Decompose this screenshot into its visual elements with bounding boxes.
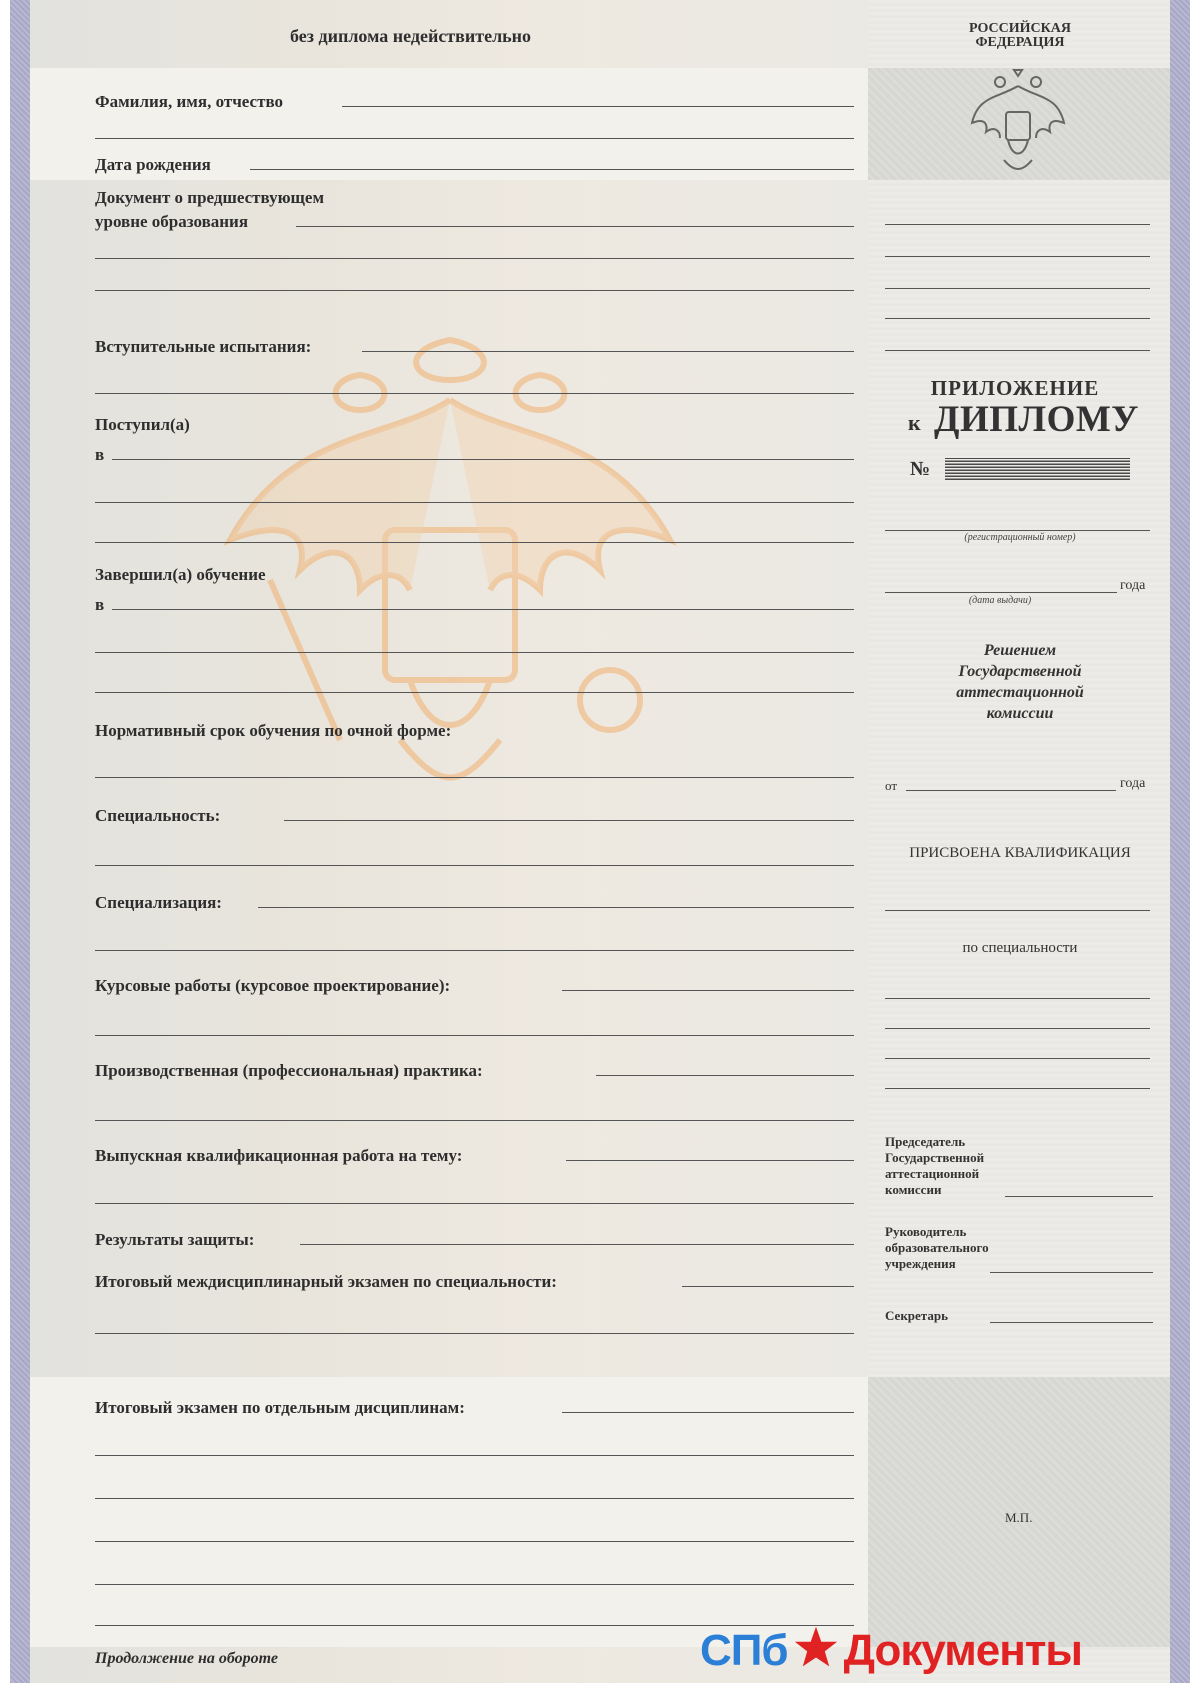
right-line-4 (885, 318, 1150, 319)
brand-part-2: Документы (843, 1626, 1082, 1675)
watermark-eagle-icon (210, 320, 690, 820)
country-line-2: ФЕДЕРАЦИЯ (975, 35, 1065, 50)
issue-date-line (885, 592, 1117, 593)
brand-logo (700, 1625, 1082, 1676)
diploma-number (945, 458, 1130, 480)
thesis-line (566, 1160, 854, 1161)
graduated-label: Завершил(а) обучение (95, 565, 266, 584)
prev-doc-line-2 (95, 258, 854, 259)
head-signature-line (990, 1272, 1153, 1273)
decision-line-3: аттестационной (956, 684, 1084, 701)
graduated-in-label: в (95, 595, 105, 614)
head-block (885, 1224, 989, 1272)
head-line-2: образовательного (885, 1240, 989, 1255)
course-works-line (562, 990, 854, 991)
birth-date-label: Дата рождения (95, 155, 211, 174)
specialty-right-line-4 (885, 1088, 1150, 1089)
appendix-title-k: к (908, 410, 921, 435)
appendix-title-1: ПРИЛОЖЕНИЕ (930, 376, 1100, 400)
chair-line-3: аттестационной (885, 1166, 980, 1181)
prev-doc-label-1: Документ о предшествующем (95, 188, 325, 207)
enrolled-line-3 (95, 542, 854, 543)
right-line-5 (885, 350, 1150, 351)
separate-exams-line-5 (95, 1584, 854, 1585)
prev-doc-line (296, 226, 854, 227)
decision-line-4: комиссии (986, 705, 1054, 722)
left-border (10, 0, 30, 1683)
entrance-exams-line (362, 351, 854, 352)
stamp-place-label: М.П. (1005, 1510, 1033, 1525)
by-specialty-title: по специальности (962, 940, 1078, 956)
chair-line-1: Председатель (885, 1134, 966, 1149)
decision-block (905, 640, 1135, 724)
thesis-line-2 (95, 1203, 854, 1204)
defense-results-label: Результаты защиты: (95, 1230, 255, 1249)
specialty-label: Специальность: (95, 806, 221, 825)
normative-term-line (95, 777, 854, 778)
appendix-title-2: ДИПЛОМУ (934, 399, 1139, 440)
graduated-line-2 (95, 652, 854, 653)
secretary-label: Секретарь (885, 1308, 948, 1323)
separate-exams-line-2 (95, 1455, 854, 1456)
birth-date-line (250, 169, 854, 170)
enrolled-label: Поступил(а) (95, 415, 190, 434)
decision-line-2: Государственной (958, 663, 1082, 680)
final-exam-label: Итоговый междисциплинарный экзамен по специальности: (95, 1272, 557, 1291)
full-name-line (342, 106, 854, 107)
right-line-3 (885, 288, 1150, 289)
secretary-signature-line (990, 1322, 1153, 1323)
from-word: от (885, 778, 898, 793)
star-icon (790, 1625, 842, 1669)
right-border (1170, 0, 1190, 1683)
country-line-1: РОССИЙСКАЯ (968, 21, 1071, 36)
issue-date-caption: (дата выдачи) (968, 595, 1032, 606)
separate-exams-label: Итоговый экзамен по отдельным дисциплинам: (95, 1398, 465, 1417)
separate-exams-line-4 (95, 1541, 854, 1542)
enrolled-line (112, 459, 854, 460)
specialty-right-line-2 (885, 1028, 1150, 1029)
entrance-exams-label: Вступительные испытания: (95, 337, 312, 356)
brand-part-1: СПб (700, 1626, 788, 1675)
specialty-right-line-1 (885, 998, 1150, 999)
decision-date-line (906, 790, 1116, 791)
full-name-line-2 (95, 138, 854, 139)
final-exam-line-2 (95, 1333, 854, 1334)
defense-results-line (300, 1244, 854, 1245)
course-works-label: Курсовые работы (курсовое проектирование): (95, 976, 451, 995)
qualification-line (885, 910, 1150, 911)
year-word-2: года (1120, 776, 1146, 791)
practice-line-2 (95, 1120, 854, 1121)
head-line-1: Руководитель (885, 1224, 967, 1239)
specialty-line (284, 820, 854, 821)
normative-term-label: Нормативный срок обучения по очной форме: (95, 721, 452, 740)
qualification-title: ПРИСВОЕНА КВАЛИФИКАЦИЯ (909, 845, 1131, 861)
country-title (940, 22, 1100, 50)
right-line-1 (885, 224, 1150, 225)
reg-number-line (885, 530, 1150, 531)
separate-exams-line-3 (95, 1498, 854, 1499)
right-line-2 (885, 256, 1150, 257)
entrance-exams-line-2 (95, 393, 854, 394)
invalid-note: без диплома недействительно (290, 26, 532, 46)
year-word-1: года (1120, 578, 1146, 593)
prev-doc-line-3 (95, 290, 854, 291)
specialization-line-2 (95, 950, 854, 951)
graduated-line (112, 609, 854, 610)
prev-doc-label-2: уровне образования (95, 212, 249, 231)
chair-line-2: Государственной (885, 1150, 985, 1165)
specialty-right-line-3 (885, 1058, 1150, 1059)
reg-number-caption: (регистрационный номер) (964, 532, 1076, 543)
practice-line (596, 1075, 854, 1076)
final-exam-line (682, 1286, 854, 1287)
graduated-line-3 (95, 692, 854, 693)
specialization-label: Специализация: (95, 893, 222, 912)
specialization-line (258, 907, 854, 908)
enrolled-in-label: в (95, 445, 105, 464)
full-name-label: Фамилия, имя, отчество (95, 92, 284, 111)
thesis-label: Выпускная квалификационная работа на тему: (95, 1146, 463, 1165)
decision-line-1: Решением (983, 642, 1057, 659)
continued-note: Продолжение на обороте (95, 1650, 278, 1667)
course-works-line-2 (95, 1035, 854, 1036)
chair-line-4: комиссии (885, 1182, 942, 1197)
practice-label: Производственная (профессиональная) практика: (95, 1061, 483, 1080)
specialty-line-2 (95, 865, 854, 866)
enrolled-line-2 (95, 502, 854, 503)
separate-exams-line (562, 1412, 854, 1413)
number-sign: № (910, 458, 931, 480)
chair-block (885, 1134, 984, 1198)
chair-signature-line (1005, 1196, 1153, 1197)
head-line-3: учреждения (885, 1256, 956, 1271)
eagle-emblem-icon (968, 68, 1068, 176)
